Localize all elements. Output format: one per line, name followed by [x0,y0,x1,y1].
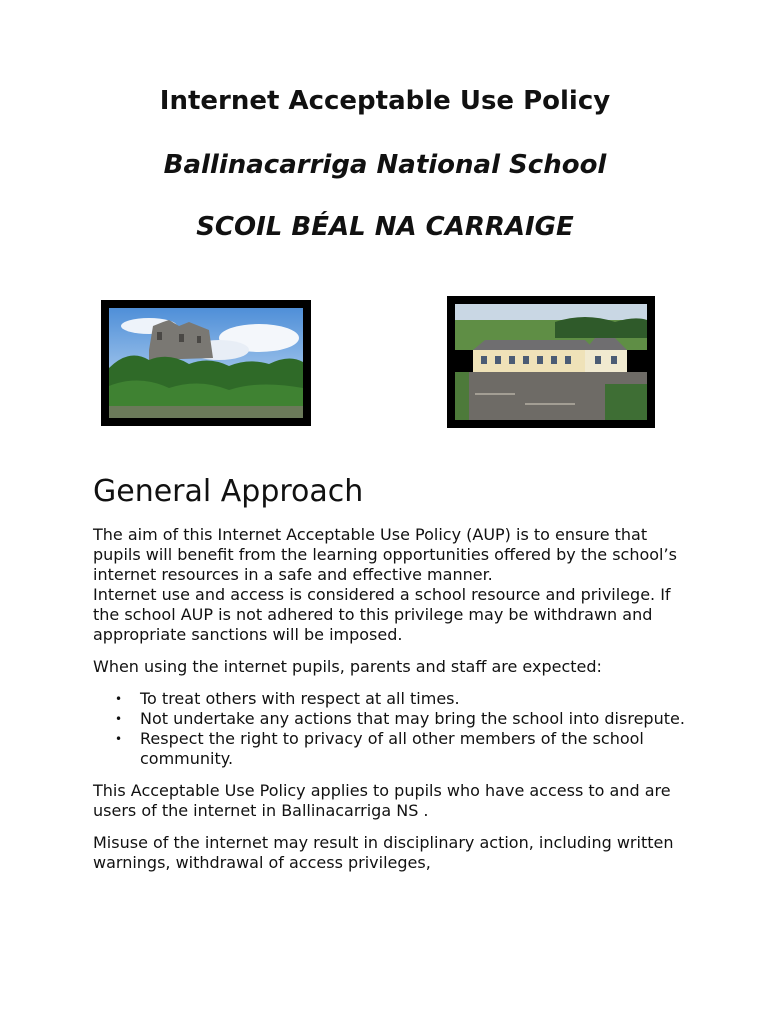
paragraph: Misuse of the internet may result in disciplinary action, including written warnings, withdrawal of access privileges, [93,833,674,872]
paragraph: The aim of this Internet Acceptable Use Policy (AUP) is to ensure that pupils will benefit from the learning opportunities offered by the school’s internet resources in a safe and effective manner. [93,525,677,584]
paragraph: This Acceptable Use Policy applies to pupils who have access to and are users of the internet in Ballinacarriga NS . [93,781,671,820]
school-building-photo [447,296,655,428]
school-name: Ballinacarriga National School [163,150,607,180]
list-item: • Respect the right to privacy of all other members of the school community. [140,729,693,769]
section-heading: General Approach [93,474,364,509]
document-title: Internet Acceptable Use Policy [159,86,611,116]
section-body [93,525,693,873]
list-item: • Not undertake any actions that may bring the school into disrepute. [140,709,693,729]
list-item: • To treat others with respect at all times. [140,689,693,709]
paragraph: When using the internet pupils, parents and staff are expected: [93,657,602,676]
school-name-irish: SCOIL BÉAL NA CARRAIGE [196,212,574,242]
paragraph: Internet use and access is considered a school resource and privilege. If the school AUP is not adhered to this privilege may be withdrawn and appropriate sanctions will be imposed. [93,585,671,644]
expectations-list [93,689,693,769]
castle-photo [101,300,311,426]
